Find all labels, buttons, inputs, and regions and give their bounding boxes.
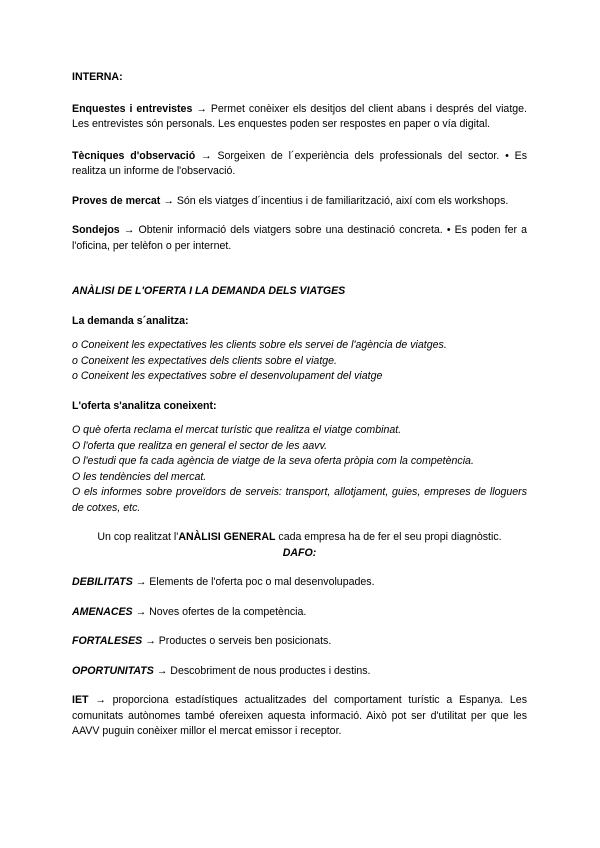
iet-paragraph (72, 693, 527, 740)
item-term: Enquestes i entrevistes (72, 102, 193, 115)
list-item: O l'estudi que fa cada agència de viatge de la seva oferta pròpia com la competència. (72, 455, 474, 467)
iet-text: → proporciona estadístiques actualitzades del comportament turístic a Espanya. Les comunitats autònomes també ofereixen aquesta informació. Això pot ser d'utilitat per que les AAVV puguin conèixer millor el mercat emissor i receptor. (72, 694, 527, 737)
item-text: → Permet conèixer els desitjos del client abans i després del viatge. Les entrevistes són personals. Les enquestes poden ser respostes en paper o vía digital. (72, 102, 527, 130)
dafo-oportunitats (72, 664, 527, 680)
dafo-term: AMENACES (72, 605, 133, 618)
general-post: cada empresa ha de fer el seu propi diagnòstic. (275, 531, 502, 543)
dafo-term: DEBILITATS (72, 576, 133, 588)
dafo-term: FORTALESES (72, 635, 143, 647)
document-page (72, 70, 527, 740)
oferta-list (72, 423, 527, 516)
item-tecniques (72, 149, 527, 180)
dafo-text: → Noves ofertes de la competència. (132, 605, 307, 618)
iet-term: IET (72, 694, 89, 706)
item-sondejos (72, 223, 527, 254)
demanda-list (72, 338, 527, 385)
item-text: → Sorgeixen de l´experiència dels professionals del sector. • Es realitza un informe de l'observació. (72, 149, 527, 177)
list-item: O els informes sobre proveïdors de serveis: transport, allotjament, guies, empreses de lloguers de cotxes, etc. (72, 486, 527, 514)
item-proves (72, 194, 527, 210)
dafo-amenaces (72, 605, 527, 621)
general-line (72, 530, 527, 546)
list-item: o Coneixent les expectatives sobre el desenvolupament del viatge (72, 370, 383, 382)
item-text: → Són els viatges d´incentius i de familiarització, així com els workshops. (160, 194, 509, 207)
list-item: o Coneixent les expectatives les clients sobre els servei de l'agència de viatges. (72, 339, 447, 351)
dafo-text: → Productes o serveis ben posicionats. (142, 635, 332, 647)
item-term: Tècniques d'observació (72, 149, 196, 162)
dafo-heading: DAFO: (282, 546, 317, 559)
dafo-text: → Elements de l'oferta poc o mal desenvolupades. (132, 576, 375, 588)
list-item: o Coneixent les expectatives dels clients sobre el viatge. (72, 354, 337, 367)
demanda-heading: La demanda s´analitza: (72, 314, 189, 327)
general-bold: ANÀLISI GENERAL (178, 531, 276, 543)
list-item: O l'oferta que realitza en general el sector de les aavv. (72, 439, 328, 452)
item-text: → Obtenir informació dels viatgers sobre una destinació concreta. • Es poden fer a l'oficina, per telèfon o per internet. (72, 224, 527, 252)
analisi-heading: ANÀLISI DE L'OFERTA I LA DEMANDA DELS VIATGES (72, 285, 346, 297)
item-term: Sondejos (72, 224, 120, 236)
interna-heading: INTERNA: (72, 71, 123, 83)
dafo-fortaleses (72, 634, 527, 650)
dafo-term: OPORTUNITATS (72, 664, 154, 677)
dafo-text: → Descobriment de nous productes i destins. (153, 664, 371, 677)
item-term: Proves de mercat (72, 194, 161, 207)
oferta-heading: L'oferta s'analitza coneixent: (72, 399, 217, 412)
general-pre: Un cop realitzat l' (97, 531, 179, 543)
list-item: O què oferta reclama el mercat turístic que realitza el viatge combinat. (72, 424, 402, 436)
dafo-debilitats (72, 575, 527, 591)
item-enquestes (72, 102, 527, 133)
list-item: O les tendències del mercat. (72, 470, 207, 483)
